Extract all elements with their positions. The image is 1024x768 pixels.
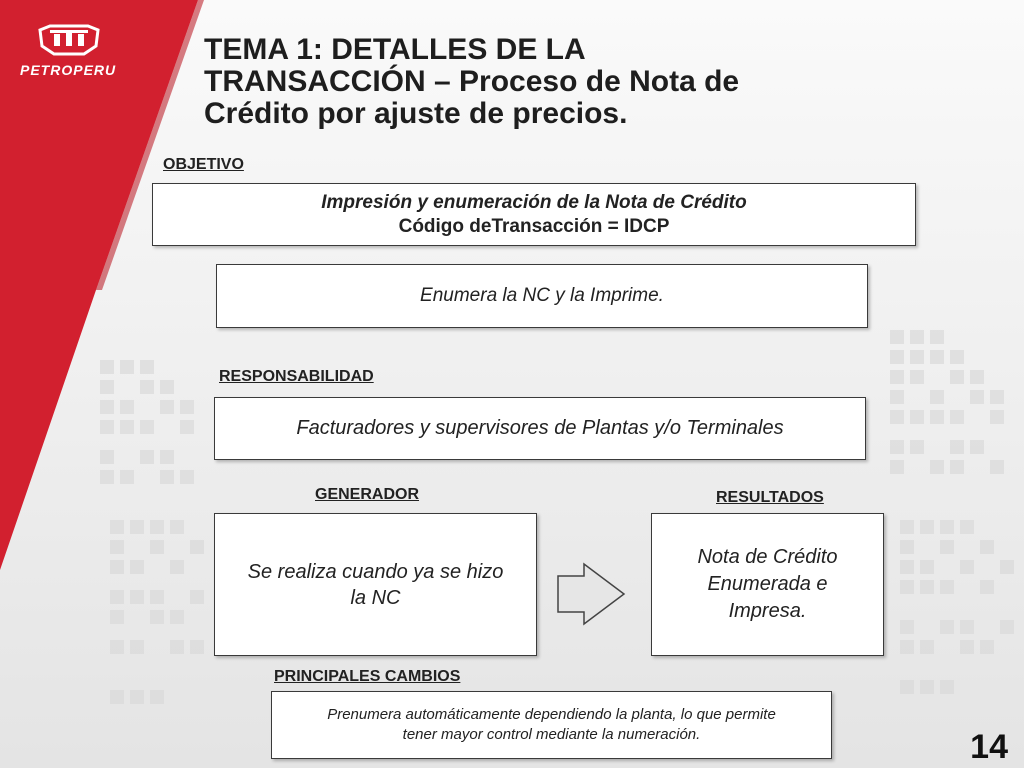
title-line-1: TEMA 1: DETALLES DE LA <box>204 33 586 66</box>
generador-line-1: Se realiza cuando ya se hizo <box>247 560 504 583</box>
right-arrow-icon <box>556 562 628 628</box>
resultados-line-1: Nota de Crédito <box>697 546 838 568</box>
resultados-line-3: Impresa. <box>728 600 807 622</box>
title-line-3: Crédito por ajuste de precios. <box>204 97 628 130</box>
cambios-line-2: tener mayor control mediante la numeración. <box>402 726 701 743</box>
title-line-2: TRANSACCIÓN – Proceso de Nota de <box>204 65 740 98</box>
resultados-line-2: Enumerada e <box>707 573 828 595</box>
page-title <box>204 34 864 130</box>
cambios-line-1: Prenumera automáticamente dependiendo la planta, lo que permite <box>327 706 776 723</box>
responsabilidad-label: RESPONSABILIDAD <box>219 368 374 385</box>
generador-label: GENERADOR <box>315 486 420 503</box>
enumera-text: Enumera la NC y la Imprime. <box>420 285 664 306</box>
petroperu-emblem-icon <box>36 24 102 58</box>
responsabilidad-text: Facturadores y supervisores de Plantas y/o Terminales <box>296 417 784 439</box>
generador-box <box>214 513 537 656</box>
objetivo-label: OBJETIVO <box>163 156 244 173</box>
resultados-box <box>651 513 884 656</box>
resultados-label: RESULTADOS <box>716 489 824 506</box>
generador-line-2: la NC <box>350 586 401 609</box>
objetivo-line-1: Impresión y enumeración de la Nota de Crédito <box>321 191 747 213</box>
logo-text: PETROPERU <box>20 62 117 78</box>
objetivo-line-2: Código deTransacción = IDCP <box>398 215 670 237</box>
principales-cambios-box <box>271 691 832 759</box>
objetivo-box <box>152 183 916 246</box>
enumera-box <box>216 264 868 328</box>
principales-cambios-label: PRINCIPALES CAMBIOS <box>274 668 461 685</box>
responsabilidad-box <box>214 397 866 460</box>
page-number: 14 <box>970 728 1008 766</box>
petroperu-logo <box>14 24 124 84</box>
